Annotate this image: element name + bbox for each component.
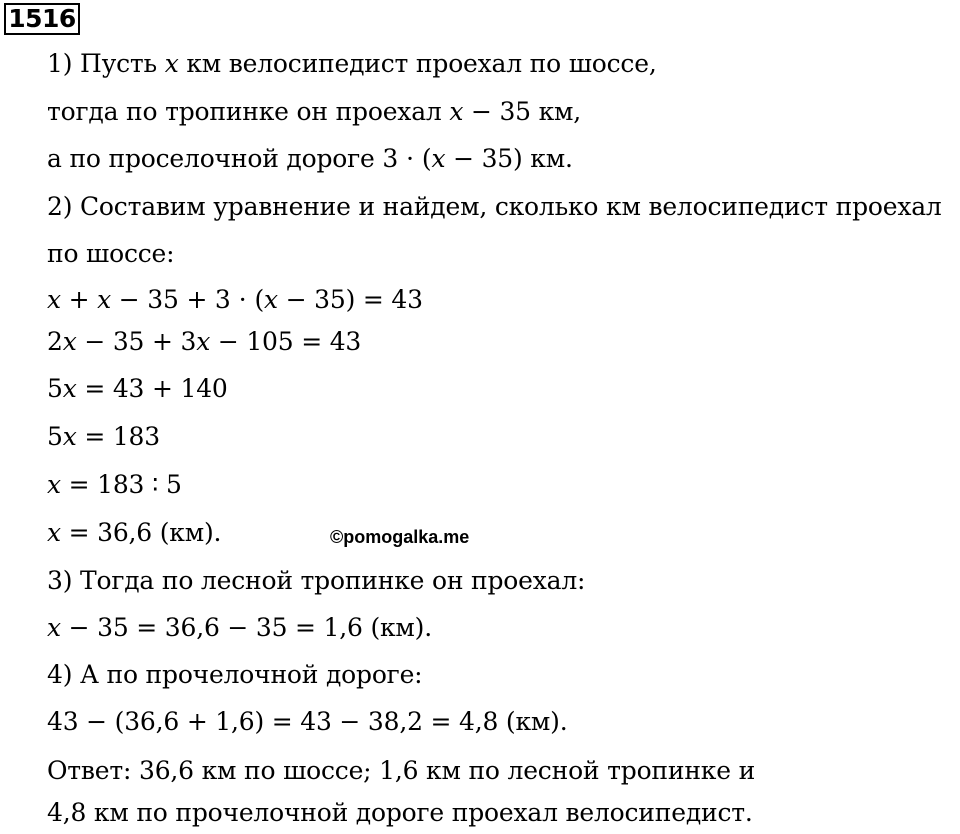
solution-line-3: а по проселочной дороге 3 ⋅ (𝑥 − 35) км.: [47, 144, 573, 173]
equation-line-2: 2𝑥 − 35 + 3𝑥 − 105 = 43: [47, 327, 362, 356]
watermark-text: ©pomogalka.me: [330, 527, 470, 547]
solution-line-4: 2) Составим уравнение и найдем, сколько км велосипедист проехал: [47, 192, 942, 221]
solution-line-step-4: 4) А по прочелочной дороге:: [47, 660, 423, 689]
problem-number: 1516: [4, 3, 80, 35]
answer-line-2: 4,8 км по прочелочной дороге проехал велосипедист.: [47, 798, 753, 827]
equation-line-4: 5𝑥 = 183: [47, 422, 160, 451]
equation-line-6: 𝑥 = 36,6 (км).: [47, 518, 222, 547]
equation-line-1: 𝑥 + 𝑥 − 35 + 3 ⋅ (𝑥 − 35) = 43: [47, 285, 423, 314]
equation-line-3: 5𝑥 = 43 + 140: [47, 374, 228, 403]
answer-line-1: Ответ: 36,6 км по шоссе; 1,6 км по лесной тропинке и: [47, 756, 756, 785]
equation-line-5: 𝑥 = 183 ∶ 5: [47, 470, 182, 499]
solution-line-5: по шоссе:: [47, 239, 175, 268]
solution-line-2: тогда по тропинке он проехал 𝑥 − 35 км,: [47, 97, 582, 126]
equation-line-7: 𝑥 − 35 = 36,6 − 35 = 1,6 (км).: [47, 613, 432, 642]
solution-line-step-3: 3) Тогда по лесной тропинке он проехал:: [47, 566, 586, 595]
solution-line-1: 1) Пусть 𝑥 км велосипедист проехал по шоссе,: [47, 49, 657, 78]
equation-line-8: 43 − (36,6 + 1,6) = 43 − 38,2 = 4,8 (км).: [47, 707, 568, 736]
